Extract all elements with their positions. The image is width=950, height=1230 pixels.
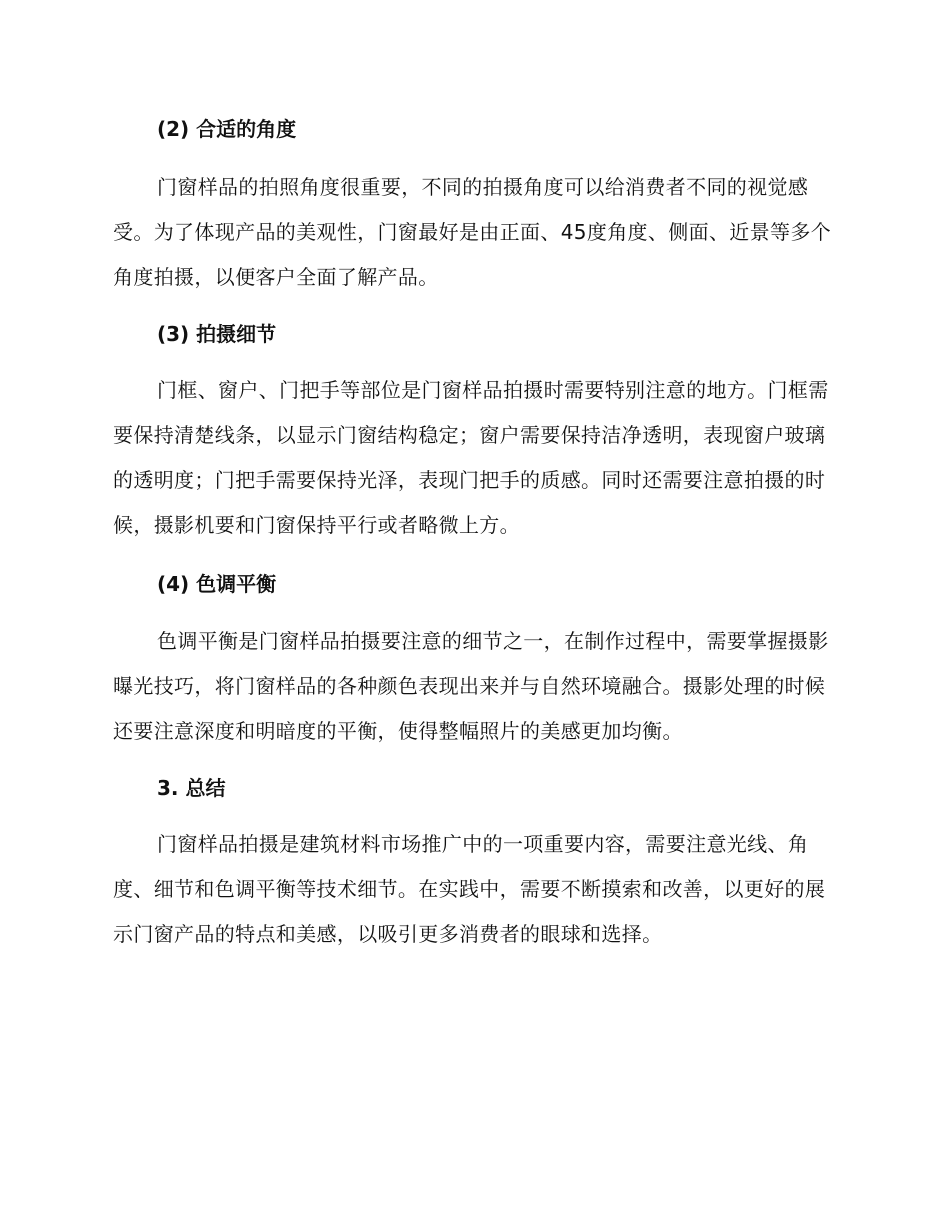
section-paragraph-tone: 色调平衡是门窗样品拍摄要注意的细节之一，在制作过程中，需要掌握摄影曝光技巧，将门窗样品的各种颜色表现出来并与自然环境融合。摄影处理的时候还要注意深度和明暗度的平衡，使得整幅照片的美感更加均衡。 xyxy=(113,629,829,743)
section-heading-detail: (3) 拍摄细节 xyxy=(157,322,277,346)
section-paragraph-detail: 门框、窗户、门把手等部位是门窗样品拍摄时需要特别注意的地方。门框需要保持清楚线条，以显示门窗结构稳定；窗户需要保持洁净透明，表现窗户玻璃的透明度；门把手需要保持光泽，表现门把手的质感。同时还需要注意拍摄的时候，摄影机要和门窗保持平行或者略微上方。 xyxy=(113,378,829,537)
section-paragraph-angle: 门窗样品的拍照角度很重要，不同的拍摄角度可以给消费者不同的视觉感受。为了体现产品的美观性，门窗最好是由正面、45度角度、侧面、近景等多个角度拍摄，以便客户全面了解产品。 xyxy=(113,175,832,289)
section-heading-tone: (4) 色调平衡 xyxy=(157,572,277,596)
section-heading-angle: (2) 合适的角度 xyxy=(157,117,297,141)
section-paragraph-summary: 门窗样品拍摄是建筑材料市场推广中的一项重要内容，需要注意光线、角度、细节和色调平衡等技术细节。在实践中，需要不断摸索和改善，以更好的展示门窗产品的特点和美感，以吸引更多消费者的眼球和选择。 xyxy=(113,832,826,946)
section-heading-summary: 3. 总结 xyxy=(157,776,226,800)
